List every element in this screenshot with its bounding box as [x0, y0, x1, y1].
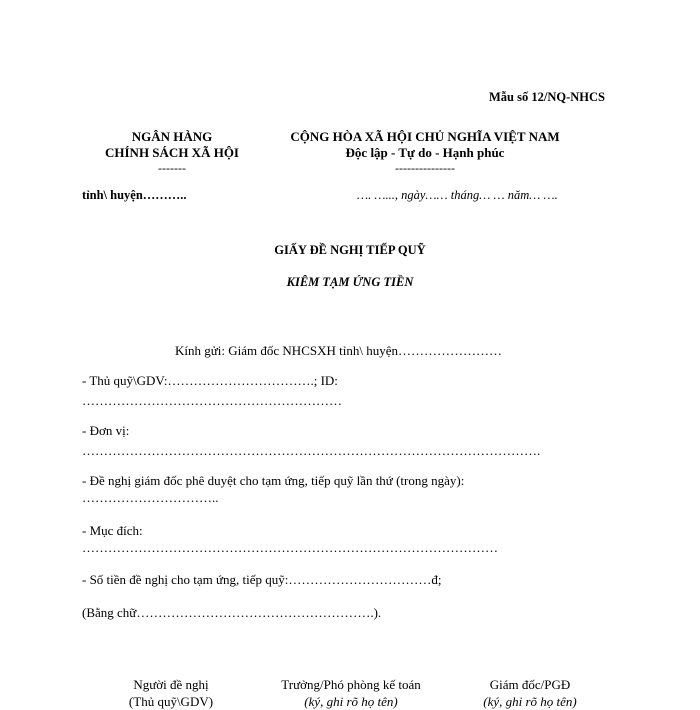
cashier-field-continuation[interactable]: ……………………………………………………: [82, 393, 342, 408]
republic-header: [265, 129, 585, 175]
signature-accountant-title: Trưởng/Phó phòng kế toán: [281, 677, 421, 692]
form-code: Mẫu số 12/NQ-NHCS: [489, 90, 605, 104]
organization-name-line1: NGÂN HÀNG: [131, 129, 213, 144]
organization-divider: -------: [158, 161, 186, 175]
signature-accountant: [256, 676, 446, 710]
cashier-field[interactable]: - Thủ quỹ\GDV:…………………………….; ID:: [82, 373, 338, 388]
purpose-field[interactable]: ……………………………………………………………………………………: [82, 540, 498, 555]
signature-requester-subtitle: (Thủ quỹ\GDV): [128, 694, 214, 709]
signature-director: [435, 676, 625, 710]
amount-field[interactable]: - Số tiền đề nghị cho tạm ứng, tiếp quỹ:……………………………đ;: [82, 572, 442, 587]
signature-director-title: Giám đốc/PGĐ: [489, 677, 571, 692]
request-field-label: - Đề nghị giám đốc phê duyệt cho tạm ứng, tiếp quỹ lần thứ (trong ngày):: [82, 473, 465, 488]
amount-in-words-field[interactable]: (Bằng chữ……………………………………………….).: [82, 605, 382, 620]
signature-accountant-subtitle: (ký, ghi rõ họ tên): [304, 694, 398, 709]
signature-requester: [76, 676, 266, 710]
document-title: GIẤY ĐỀ NGHỊ TIẾP QUỸ: [274, 243, 426, 257]
republic-title: CỘNG HÒA XÃ HỘI CHỦ NGHĨA VIỆT NAM: [290, 129, 560, 144]
republic-divider: ---------------: [395, 161, 455, 175]
purpose-field-label: - Mục đích:: [82, 523, 143, 538]
document-subtitle: KIÊM TẠM ỨNG TIỀN: [286, 275, 414, 289]
organization-name-line2: CHÍNH SÁCH XÃ HỘI: [105, 145, 239, 160]
unit-field[interactable]: …………………………………………………………………………………………….: [82, 443, 541, 458]
greeting-line: Kính gửi: Giám đốc NHCSXH tỉnh\ huyện……………………: [175, 343, 502, 358]
unit-field-label: - Đơn vị:: [82, 423, 130, 438]
place-field[interactable]: tỉnh\ huyện………..: [82, 188, 187, 202]
request-field[interactable]: …………………………..: [82, 490, 219, 505]
signature-director-subtitle: (ký, ghi rõ họ tên): [483, 694, 577, 709]
organization-header: [72, 129, 272, 175]
republic-motto: Độc lập - Tự do - Hạnh phúc: [345, 145, 505, 160]
date-field[interactable]: …. …..., ngày…… tháng… … năm… ….: [357, 188, 558, 202]
signature-requester-title: Người đề nghị: [133, 677, 209, 692]
